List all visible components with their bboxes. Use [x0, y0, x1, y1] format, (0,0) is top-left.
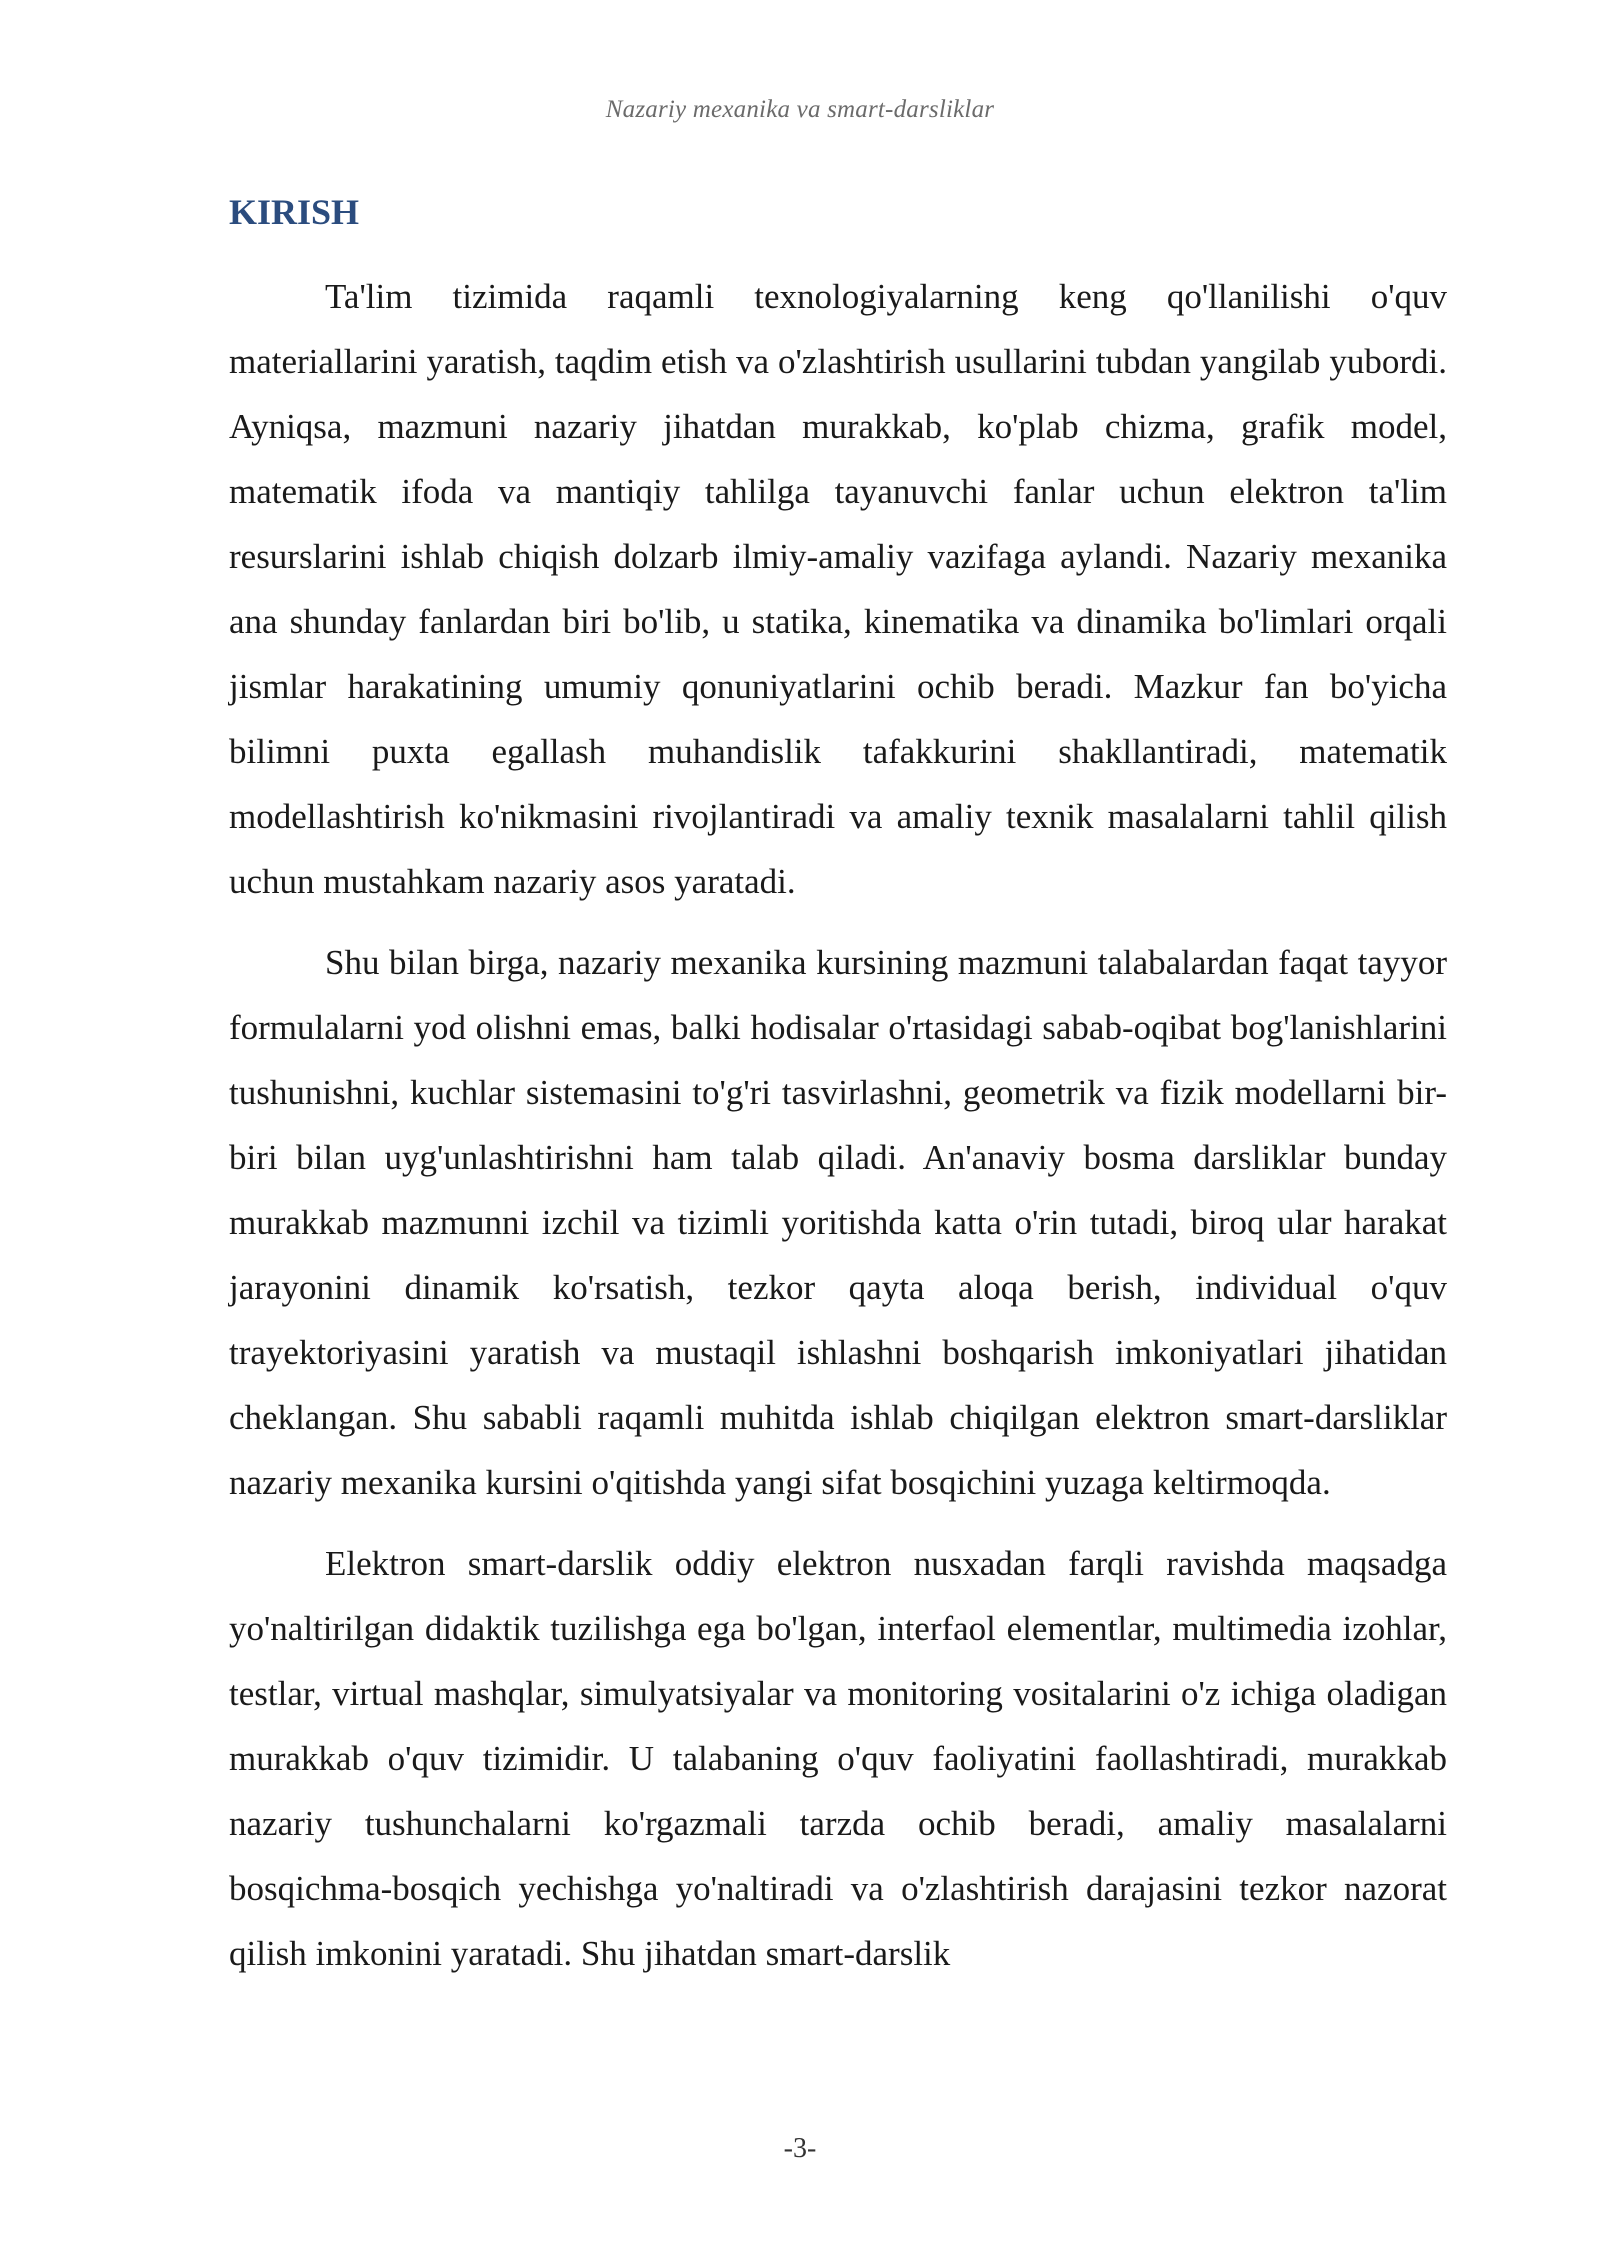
section-title: KIRISH — [229, 192, 360, 232]
running-header: Nazariy mexanika va smart-darsliklar — [605, 96, 995, 123]
paragraph-3: Elektron smart-darslik oddiy elektron nusxadan farqli ravishda maqsadga yo'naltirilgan didaktik tuzilishga ega bo'lgan, interfaol elementlar, multimedia izohlar, testlar, virtual mashqlar, simulyatsiyalar va monitoring vositalarini o'z ichiga oladigan murakkab o'quv tizimidir. U talabaning o'quv faoliyatini faollashtiradi, murakkab nazariy tushunchalarni ko'rgazmali tarzda ochib beradi, amaliy masalalarni bosqichma-bosqich yechishga yo'naltiradi va o'zlashtirish darajasini tezkor nazorat qilish imkonini yaratadi. Shu jihatdan smart-darslik — [229, 1544, 1447, 1973]
paragraph-2: Shu bilan birga, nazariy mexanika kursining mazmuni talabalardan faqat tayyor formulalarni yod olishni emas, balki hodisalar o'rtasidagi sabab-oqibat bog'lanishlarini tushunishni, kuchlar sistemasini to'g'ri tasvirlashni, geometrik va fizik modellarni bir-biri bilan uyg'unlashtirishni ham talab qiladi. An'anaviy bosma darsliklar bunday murakkab mazmunni izchil va tizimli yoritishda katta o'rin tutadi, biroq ular harakat jarayonini dinamik ko'rsatish, tezkor qayta aloqa berish, individual o'quv trayektoriyasini yaratish va mustaqil ishlashni boshqarish imkoniyatlari jihatidan cheklangan. Shu sababli raqamli muhitda ishlab chiqilgan elektron smart-darsliklar nazariy mexanika kursini o'qitishda yangi sifat bosqichini yuzaga keltirmoqda. — [229, 943, 1447, 1502]
page-number: -3- — [783, 2133, 817, 2164]
page-content — [229, 186, 1447, 2002]
paragraph-1: Ta'lim tizimida raqamli texnologiyalarning keng qo'llanilishi o'quv materiallarini yaratish, taqdim etish va o'zlashtirish usullarini tubdan yangilab yubordi. Ayniqsa, mazmuni nazariy jihatdan murakkab, ko'plab chizma, grafik model, matematik ifoda va mantiqiy tahlilga tayanuvchi fanlar uchun elektron ta'lim resurslarini ishlab chiqish dolzarb ilmiy-amaliy vazifaga aylandi. Nazariy mexanika ana shunday fanlardan biri bo'lib, u statika, kinematika va dinamika bo'limlari orqali jismlar harakatining umumiy qonuniyatlarini ochib beradi. Mazkur fan bo'yicha bilimni puxta egallash muhandislik tafakkurini shakllantiradi, matematik modellashtirish ko'nikmasini rivojlantiradi va amaliy texnik masalalarni tahlil qilish uchun mustahkam nazariy asos yaratadi. — [229, 277, 1447, 901]
